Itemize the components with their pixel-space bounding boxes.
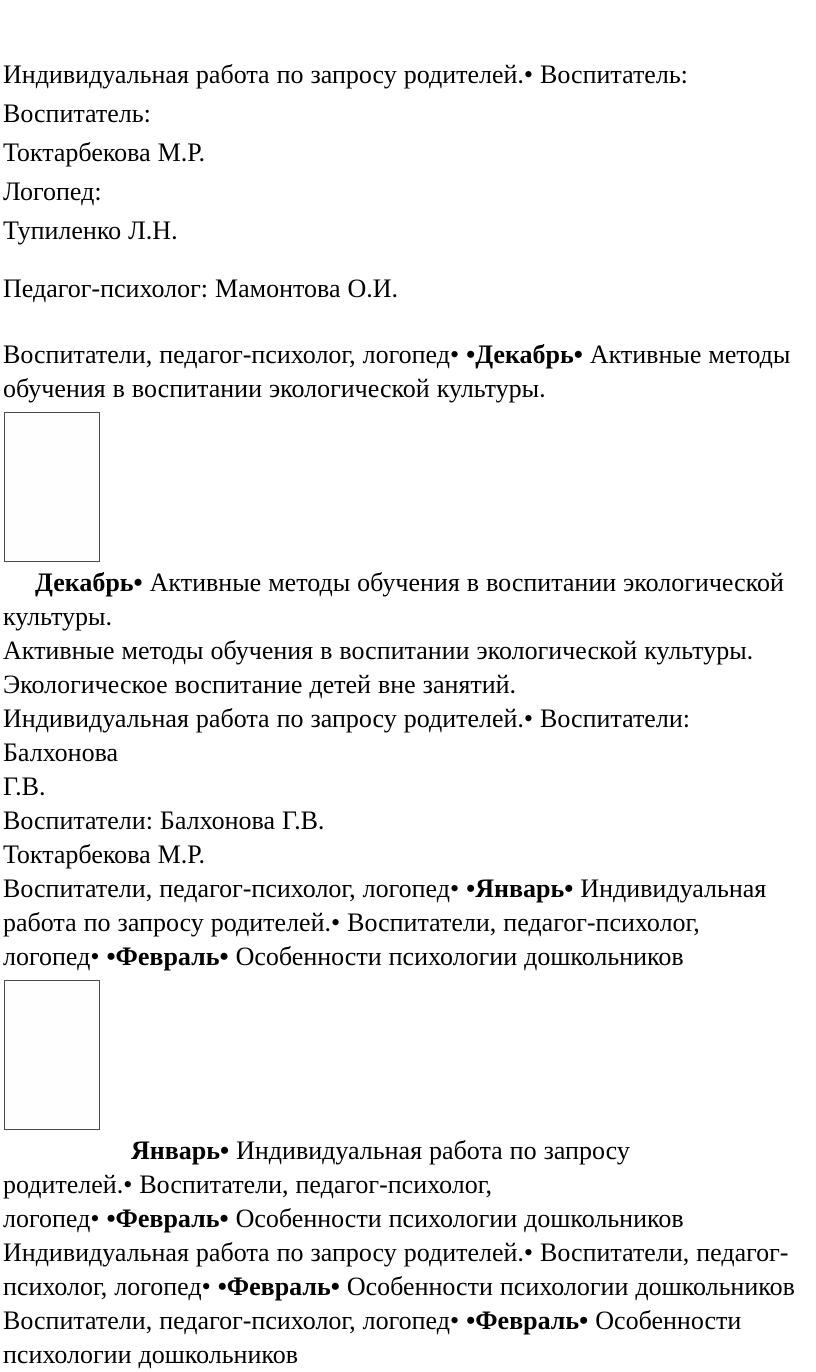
text-run: логопед• [3,942,107,971]
text-run: Тупиленко Л.Н. [3,216,178,245]
text-run: Токтарбекова М.Р. [3,840,205,869]
text-run: Особенности психологии дошкольников [228,942,684,971]
paragraph-2 [3,94,810,133]
text-run: Индивидуальная работа по запросу [229,1136,630,1165]
text-run: Активные методы [582,340,791,369]
text-run: Воспитатели, педагог-психолог, логопед• [3,874,467,903]
paragraph-13 [3,668,810,702]
bold-text-run: Январь• [131,1136,230,1165]
document-content [3,55,810,1372]
text-run: Активные методы обучения в воспитании экологической [142,568,784,597]
paragraph-17 [3,872,810,974]
bold-text-run: •Февраль• [217,1272,340,1301]
text-run: Воспитатели, педагог-психолог, логопед• [3,1306,467,1335]
text-run: Особенности психологии дошкольников [228,1204,684,1233]
paragraph-9 [3,338,810,406]
text-run: Активные методы обучения в воспитании экологической культуры. [3,636,754,665]
text-run: Индивидуальная [573,874,767,903]
paragraph-21 [3,1304,810,1372]
text-run: Экологическое воспитание детей вне занятий. [3,670,517,699]
text-run: Индивидуальная работа по запросу родителей.• Воспитатели: Балхонова [3,704,690,767]
paragraph-3 [3,133,810,172]
embedded-image-placeholder [4,412,100,562]
paragraph-15 [3,804,810,838]
text-run: Педагог-психолог: Мамонтова О.И. [3,274,399,303]
paragraph-5 [3,211,810,250]
text-run: Индивидуальная работа по запросу родителей.• Воспитатели, педагог- [3,1238,789,1267]
bold-text-run: •Февраль• [466,1306,589,1335]
paragraph-14 [3,702,810,804]
text-run: психологии дошкольников [3,1340,298,1369]
text-run: Г.В. [3,772,46,801]
text-run: Воспитатель: [3,99,151,128]
text-run: Токтарбекова М.Р. [3,138,205,167]
text-run: Особенности психологии дошкольников [339,1272,795,1301]
text-run: психолог, логопед• [3,1272,218,1301]
paragraph-20 [3,1236,810,1304]
bold-text-run: •Январь• [466,874,574,903]
text-run: обучения в воспитании экологической культуры. [3,374,546,403]
paragraph-19 [3,1134,810,1236]
text-run: Логопед: [3,177,102,206]
bold-text-run: Декабрь• [35,568,143,597]
text-run: работа по запросу родителей.• Воспитатели, педагог-психолог, [3,908,700,937]
paragraph-4 [3,172,810,211]
text-run: культуры. [3,602,112,631]
text-run: родителей.• Воспитатели, педагог-психолог, [3,1170,492,1199]
bold-text-run: •Декабрь• [466,340,583,369]
paragraph-16 [3,838,810,872]
text-run: Воспитатели, педагог-психолог, логопед• [3,340,467,369]
paragraph-11 [3,566,810,634]
paragraph-7 [3,269,810,308]
bold-text-run: •Февраль• [106,1204,229,1233]
paragraph-12 [3,634,810,668]
text-run: логопед• [3,1204,107,1233]
paragraph-1 [3,55,810,94]
bold-text-run: •Февраль• [106,942,229,971]
blank-paragraph [3,250,810,269]
embedded-image-placeholder [4,980,100,1130]
text-run: Индивидуальная работа по запросу родителей.• Воспитатель: [3,60,688,89]
text-run: Воспитатели: Балхонова Г.В. [3,806,325,835]
text-run: Особенности [588,1306,742,1335]
blank-paragraph [3,308,810,338]
